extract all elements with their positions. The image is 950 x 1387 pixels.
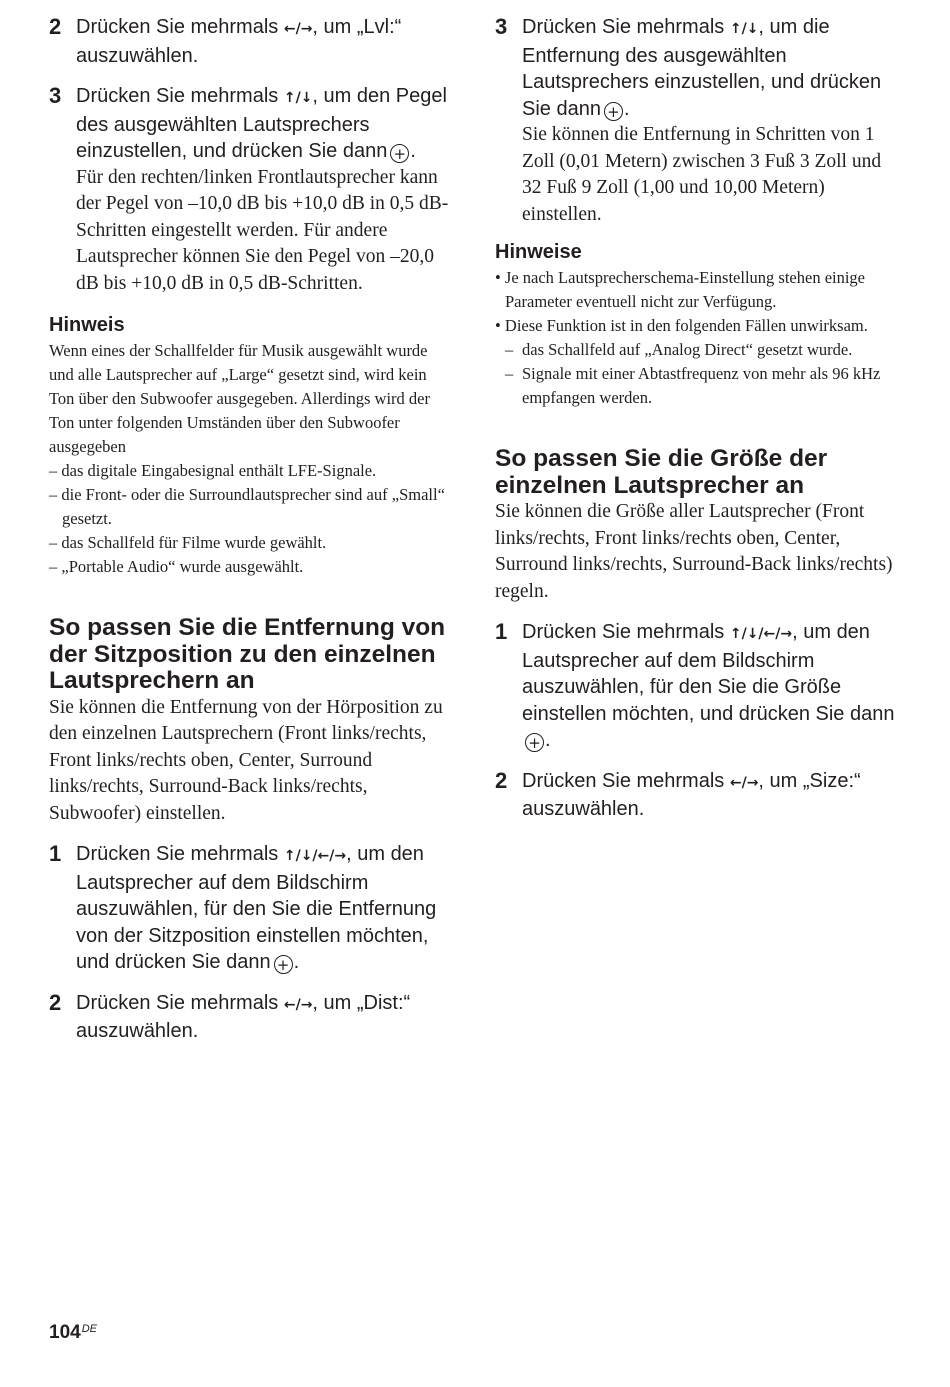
arrow-keys-icon: ←/→ <box>283 21 313 37</box>
dash-mark: – <box>505 340 514 359</box>
notes-hinweise <box>495 240 900 410</box>
step-instruction <box>76 83 449 165</box>
step-text: Drücken Sie mehrmals <box>76 85 284 107</box>
page-number-value: 104 <box>49 1322 81 1343</box>
notes-heading: Hinweise <box>495 241 582 263</box>
step-instruction <box>76 990 449 1045</box>
step-text: , um „Size:“ auszuwählen. <box>522 769 861 820</box>
note-text: Wenn eines der Schallfelder für Musik ausgewählt wurde und alle Lautsprecher auf „Large“ gesetzt sind, wird kein Ton über den Subwoofer ausgegeben. Allerdings wird der Ton unter folgenden Umständen über den Subwoofer ausgegeben <box>49 341 430 456</box>
note-hinweis <box>49 313 449 579</box>
step-text: . <box>623 97 630 120</box>
step-text: , um „Dist:“ auszuwählen. <box>76 991 411 1042</box>
step-instruction <box>522 14 900 122</box>
step <box>495 619 900 754</box>
right-step-top <box>495 14 900 228</box>
left-steps-top <box>49 14 449 297</box>
step-number: 3 <box>495 14 508 39</box>
step-text: , um den Lautsprecher auf dem Bildschirm auszuwählen, für den Sie die Entfernung von der Sitzposition einstellen möchten, und drücken Sie dann <box>76 843 437 973</box>
section-size <box>495 446 900 823</box>
step <box>495 768 900 823</box>
step-text: Drücken Sie mehrmals <box>76 16 284 38</box>
step-instruction <box>76 841 449 976</box>
step-number: 1 <box>49 841 62 866</box>
notes-bullet: • Diese Funktion ist in den folgenden Fällen unwirksam. <box>495 316 868 335</box>
notes-subitem-text: das Schallfeld auf „Analog Direct“ gesetzt wurde. <box>522 340 853 359</box>
note-item: – das Schallfeld für Filme wurde gewählt. <box>49 533 327 552</box>
step-text: Drücken Sie mehrmals <box>76 843 284 865</box>
step-text: Drücken Sie mehrmals <box>522 621 730 643</box>
note-item: – „Portable Audio“ wurde ausgewählt. <box>49 557 304 576</box>
step-number: 3 <box>49 83 62 108</box>
step-text: Drücken Sie mehrmals <box>522 16 730 38</box>
notes-subitem <box>495 338 900 362</box>
step <box>49 990 449 1045</box>
arrow-keys-icon: ←/→ <box>729 774 759 791</box>
step <box>495 14 900 228</box>
notes-bullet: • Je nach Lautsprecherschema-Einstellung stehen einige Parameter eventuell nicht zur Verfügung. <box>495 268 866 311</box>
step-number: 2 <box>49 14 62 39</box>
note-item: – das digitale Eingabesignal enthält LFE-Signale. <box>49 461 377 480</box>
right-column <box>495 14 900 837</box>
left-column <box>49 14 449 1059</box>
step-number: 2 <box>49 989 62 1015</box>
step <box>49 841 449 976</box>
notes-subitem-text: Signale mit einer Abtastfrequenz von mehr als 96 kHz empfangen werden. <box>522 364 881 407</box>
step-text: , um die Entfernung des ausgewählten Lautsprechers einzustellen, und drücken Sie dann <box>522 16 882 120</box>
step <box>49 83 449 297</box>
section-distance <box>49 615 449 1045</box>
step-text: , um „Lvl:“ auszuwählen. <box>76 16 402 67</box>
arrow-keys-icon: ↑/↓/←/→ <box>283 848 347 864</box>
step-text: Drücken Sie mehrmals <box>522 769 730 792</box>
dash-mark: – <box>505 364 514 383</box>
note-heading: Hinweis <box>49 314 125 336</box>
step-text: , um den Pegel des ausgewählten Lautsprechers einzustellen, und drücken Sie dann <box>76 85 447 162</box>
section-title: So passen Sie die Größe der einzelnen Lautsprecher an <box>495 445 828 499</box>
step-text: . <box>410 140 416 162</box>
step-instruction <box>522 768 900 823</box>
section-intro: Sie können die Entfernung von der Hörposition zu den einzelnen Lautsprechern (Front links/rechts, Front links/rechts oben, Center, Surround links/rechts, Surround-Back links/rechts, Subwoofer) einstellen. <box>49 696 443 824</box>
step-text: . <box>545 729 551 751</box>
step-body: Sie können die Entfernung in Schritten von 1 Zoll (0,01 Metern) zwischen 3 Fuß 3 Zoll und 32 Fuß 9 Zoll (1,00 und 10,00 Metern) einstellen. <box>522 124 882 225</box>
page-number <box>49 1322 97 1344</box>
enter-button-icon: + <box>604 102 623 121</box>
enter-button-icon: + <box>390 144 409 163</box>
arrow-keys-icon: ↑/↓/←/→ <box>729 626 793 642</box>
note-item: – die Front- oder die Surroundlautsprecher sind auf „Small“ gesetzt. <box>49 485 445 528</box>
step-text: Drücken Sie mehrmals <box>76 991 284 1014</box>
step-text: . <box>293 951 300 973</box>
language-code: DE <box>81 1323 97 1335</box>
arrow-keys-icon: ↑/↓ <box>283 90 313 106</box>
step <box>49 14 449 69</box>
step-number: 1 <box>495 619 508 644</box>
notes-subitem <box>495 362 900 410</box>
step-number: 2 <box>495 767 508 793</box>
section-steps <box>495 619 900 823</box>
section-intro: Sie können die Größe aller Lautsprecher (Front links/rechts, Front links/rechts oben, Center, Surround links/rechts, Surround-Back links/rechts) regeln. <box>495 501 893 602</box>
step-instruction <box>522 619 900 754</box>
step-instruction <box>76 14 449 69</box>
section-steps <box>49 841 449 1045</box>
arrow-keys-icon: ↑/↓ <box>729 21 759 37</box>
step-body: Für den rechten/linken Frontlautsprecher kann der Pegel von –10,0 dB bis +10,0 dB in 0,5 dB-Schritten eingestellt werden. Für andere Lautsprecher können Sie den Pegel von –20,0 dB bis +10,0 dB in 0,5 dB-Schritten. <box>76 166 449 294</box>
section-title: So passen Sie die Entfernung von der Sitzposition zu den einzelnen Lautsprechern an <box>49 614 446 694</box>
step-text: , um den Lautsprecher auf dem Bildschirm auszuwählen, für den Sie die Größe einstellen möchten, und drücken Sie dann <box>522 621 895 725</box>
enter-button-icon: + <box>525 733 544 752</box>
arrow-keys-icon: ←/→ <box>283 996 313 1013</box>
enter-button-icon: + <box>274 955 293 974</box>
